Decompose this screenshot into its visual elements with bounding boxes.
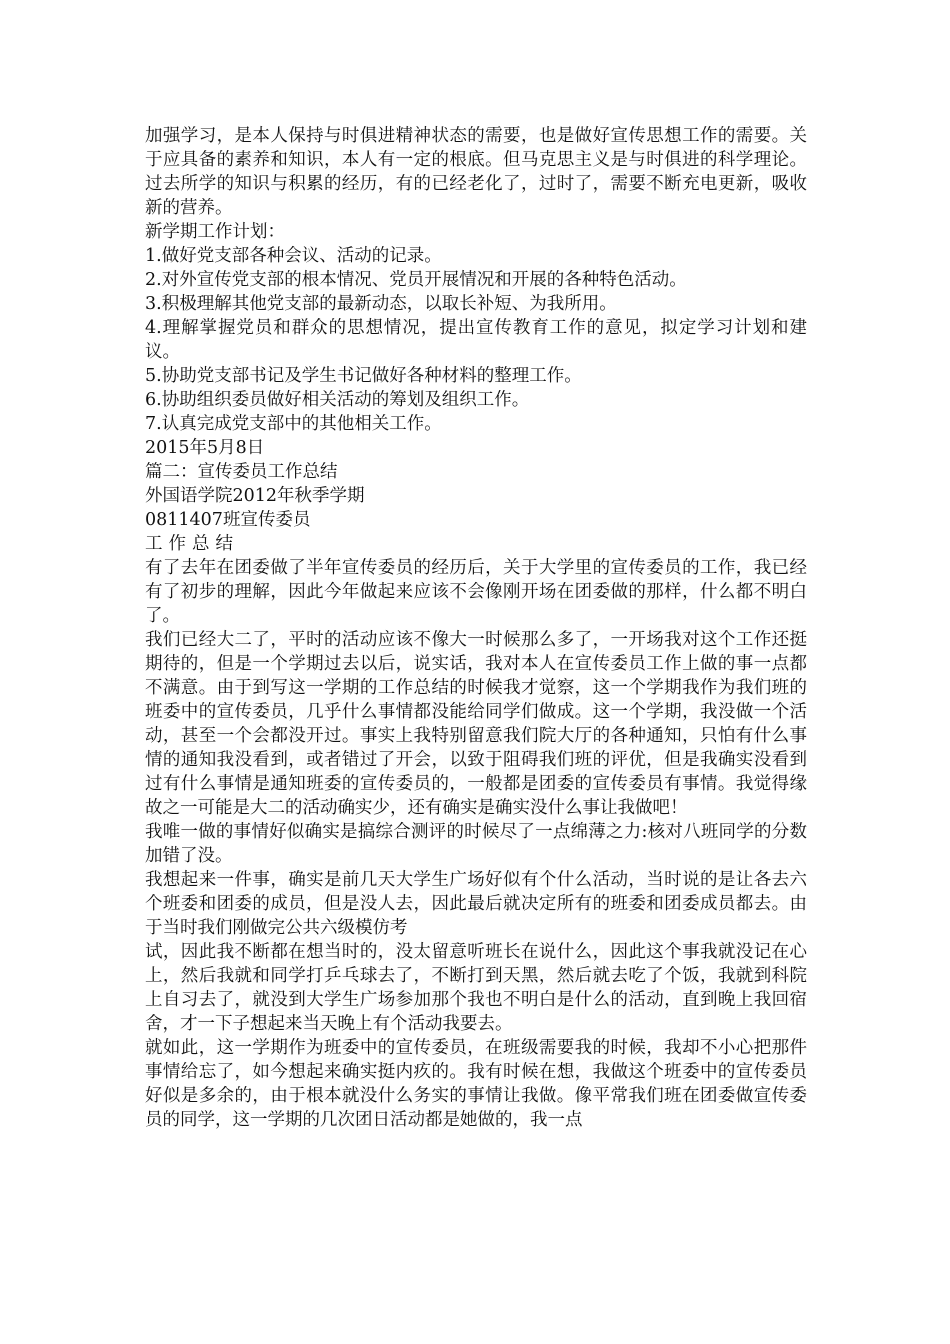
document-body xyxy=(145,124,807,1132)
plan-item-1: 1.做好党支部各种会议、活动的记录。 xyxy=(145,246,442,266)
plan-item-4: 4.理解掌握党员和群众的思想情况，提出宣传教育工作的意见，拟定学习计划和建议。 xyxy=(145,318,807,362)
plan-item-7: 7.认真完成党支部中的其他相关工作。 xyxy=(145,414,442,434)
document-date: 2015年5月8日 xyxy=(145,438,265,458)
plan-item-5: 5.协助党支部书记及学生书记做好各种材料的整理工作。 xyxy=(145,366,582,386)
paragraph-experience: 有了去年在团委做了半年宣传委员的经历后，关于大学里的宣传委员的工作，我已经有了初步的理解，因此今年做起来应该不会像刚开场在团委做的那样，什么都不明白了。 xyxy=(145,558,807,626)
plan-item-6: 6.协助组织委员做好相关活动的筹划及组织工作。 xyxy=(145,390,530,410)
school-term: 外国语学院2012年秋季学期 xyxy=(145,486,365,506)
plan-item-2: 2.对外宣传党支部的根本情况、党员开展情况和开展的各种特色活动。 xyxy=(145,270,687,290)
paragraph-sophomore: 我们已经大二了，平时的活动应该不像大一时候那么多了，一开场我对这个工作还挺期待的，但是一个学期过去以后，说实话，我对本人在宣传委员工作上做的事一点都不满意。由于到写这一学期的工作总结的时候我才觉察，这一个学期我作为我们班的班委中的宣传委员，几乎什么事情都没能给同学们做成。这一个学期，我没做一个活动，甚至一个会都没开过。事实上我特别留意我们院大厅的各种通知，只怕有什么事情的通知我没看到，或者错过了开会，以致于阻碍我们班的评优，但是我确实没看到过有什么事情是通知班委的宣传委员的，一般都是团委的宣传委员有事情。我觉得缘故之一可能是大二的活动确实少，还有确实是确实没什么事让我做吧！ xyxy=(145,630,807,818)
section-heading: 篇二：宣传委员工作总结 xyxy=(145,462,338,482)
plan-heading: 新学期工作计划： xyxy=(145,222,285,242)
paragraph-reflection: 就如此，这一学期作为班委中的宣传委员，在班级需要我的时候，我却不小心把那件事情给忘了，如今想起来确实挺内疚的。我有时候在想，我做这个班委中的宣传委员好似是多余的，由于根本就没什么务实的事情让我做。像平常我们班在团委做宣传委员的同学，这一学期的几次团日活动都是她做的，我一点 xyxy=(145,1038,807,1130)
class-role: 0811407班宣传委员 xyxy=(145,510,311,530)
paragraph-evaluation: 我唯一做的事情好似确实是搞综合测评的时候尽了一点绵薄之力:核对八班同学的分数加错了没。 xyxy=(145,822,807,866)
plan-item-3: 3.积极理解其他党支部的最新动态，以取长补短、为我所用。 xyxy=(145,294,617,314)
paragraph-event: 我想起来一件事，确实是前几天大学生广场好似有个什么活动，当时说的是让各去六个班委和团委的成员，但是没人去，因此最后就决定所有的班委和团委成员都去。由于当时我们刚做完公共六级模仿考 xyxy=(145,870,807,938)
summary-title: 工作总结 xyxy=(145,534,239,554)
paragraph-exam: 试，因此我不断都在想当时的，没太留意听班长在说什么，因此这个事我就没记在心上，然后我就和同学打乒乓球去了，不断打到天黑，然后就去吃了个饭，我就到科院上自习去了，就没到大学生广场参加那个我也不明白是什么的活动，直到晚上我回宿舍，才一下子想起来当天晚上有个活动我要去。 xyxy=(145,942,807,1034)
paragraph-study: 加强学习，是本人保持与时俱进精神状态的需要，也是做好宣传思想工作的需要。关于应具备的素养和知识，本人有一定的根底。但马克思主义是与时俱进的科学理论。过去所学的知识与积累的经历，有的已经老化了，过时了，需要不断充电更新，吸收新的营养。 xyxy=(145,126,807,218)
